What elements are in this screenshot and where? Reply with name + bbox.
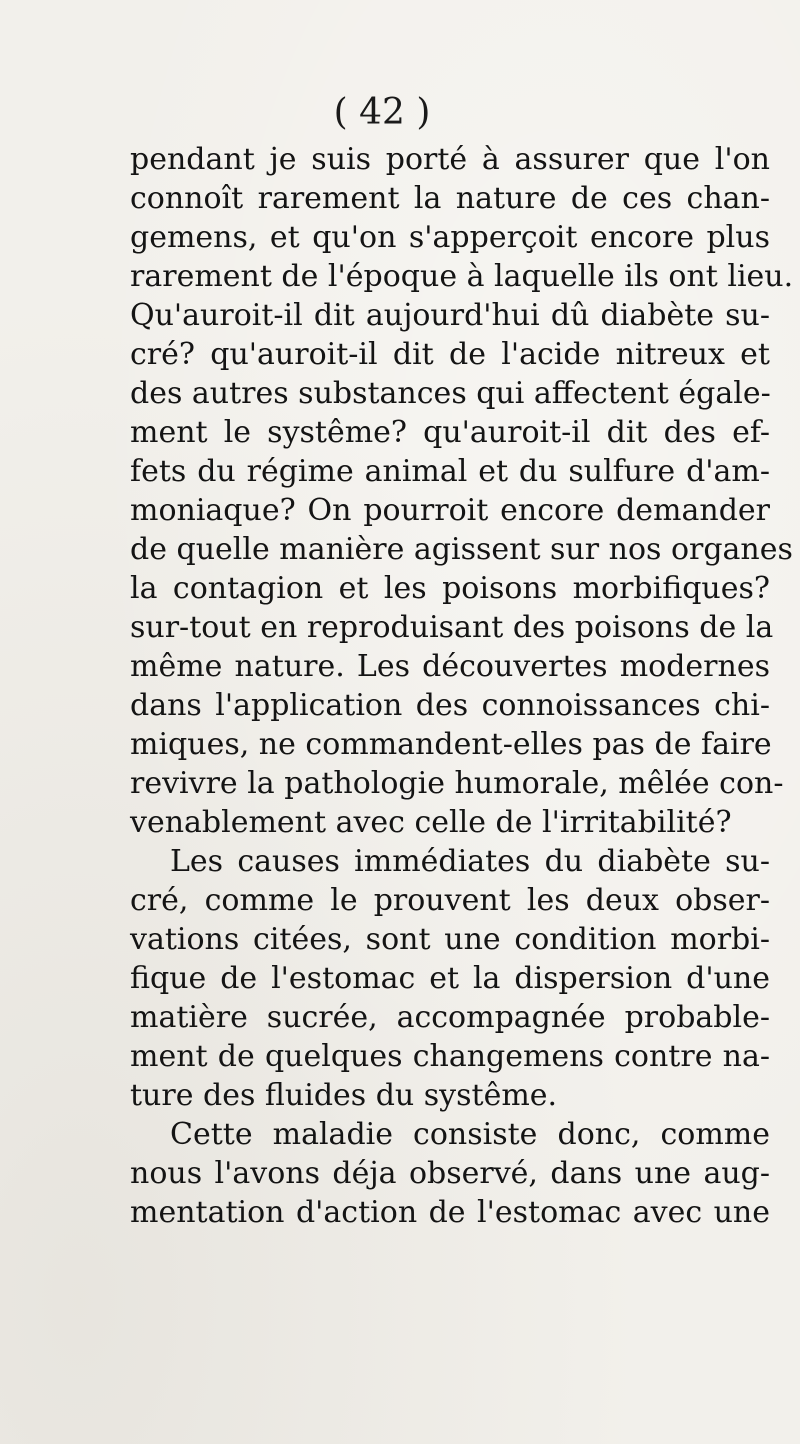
text-line: connoît rarement la nature de ces chan- <box>130 181 770 216</box>
text-line: vations citées, sont une condition morbi- <box>130 922 770 957</box>
text-line: dans l'application des connoissances chi- <box>130 688 770 723</box>
body-text <box>130 140 794 1232</box>
text-line: revivre la pathologie humorale, mêlée con- <box>130 766 784 801</box>
text-line: cré? qu'auroit-il dit de l'acide nitreux et <box>130 337 770 372</box>
text-line: pendant je suis porté à assurer que l'on <box>130 142 770 177</box>
text-line: miques, ne commandent-elles pas de faire <box>130 727 772 762</box>
page-number: ( 42 ) <box>333 92 431 133</box>
text-line: Cette maladie consiste donc, comme <box>170 1117 770 1152</box>
text-line: gemens, et qu'on s'apperçoit encore plus <box>130 220 770 255</box>
text-line: moniaque? On pourroit encore demander <box>130 493 770 528</box>
text-line: nous l'avons déja observé, dans une aug- <box>130 1156 770 1191</box>
text-line: la contagion et les poisons morbifiques? <box>130 571 770 606</box>
text-line: cré, comme le prouvent les deux obser- <box>130 883 770 918</box>
text-line: ture des fluides du systême. <box>130 1078 558 1113</box>
text-line: ment le systême? qu'auroit-il dit des ef- <box>130 415 770 450</box>
text-line: matière sucrée, accompagnée probable- <box>130 1000 770 1035</box>
text-line: rarement de l'époque à laquelle ils ont lieu. <box>130 259 794 294</box>
text-line: des autres substances qui affectent égale- <box>130 376 771 411</box>
text-line: Qu'auroit-il dit aujourd'hui dû diabète su- <box>130 298 770 333</box>
text-line: venablement avec celle de l'irritabilité? <box>130 805 732 840</box>
text-line: sur-tout en reproduisant des poisons de la <box>130 610 774 645</box>
text-line: mentation d'action de l'estomac avec une <box>130 1195 770 1230</box>
text-line: même nature. Les découvertes modernes <box>130 649 770 684</box>
text-line: Les causes immédiates du diabète su- <box>170 844 770 879</box>
text-line: ment de quelques changemens contre na- <box>130 1039 770 1074</box>
text-line: fique de l'estomac et la dispersion d'une <box>130 961 770 996</box>
text-line: fets du régime animal et du sulfure d'am- <box>130 454 770 489</box>
text-line: de quelle manière agissent sur nos organes <box>130 532 793 567</box>
